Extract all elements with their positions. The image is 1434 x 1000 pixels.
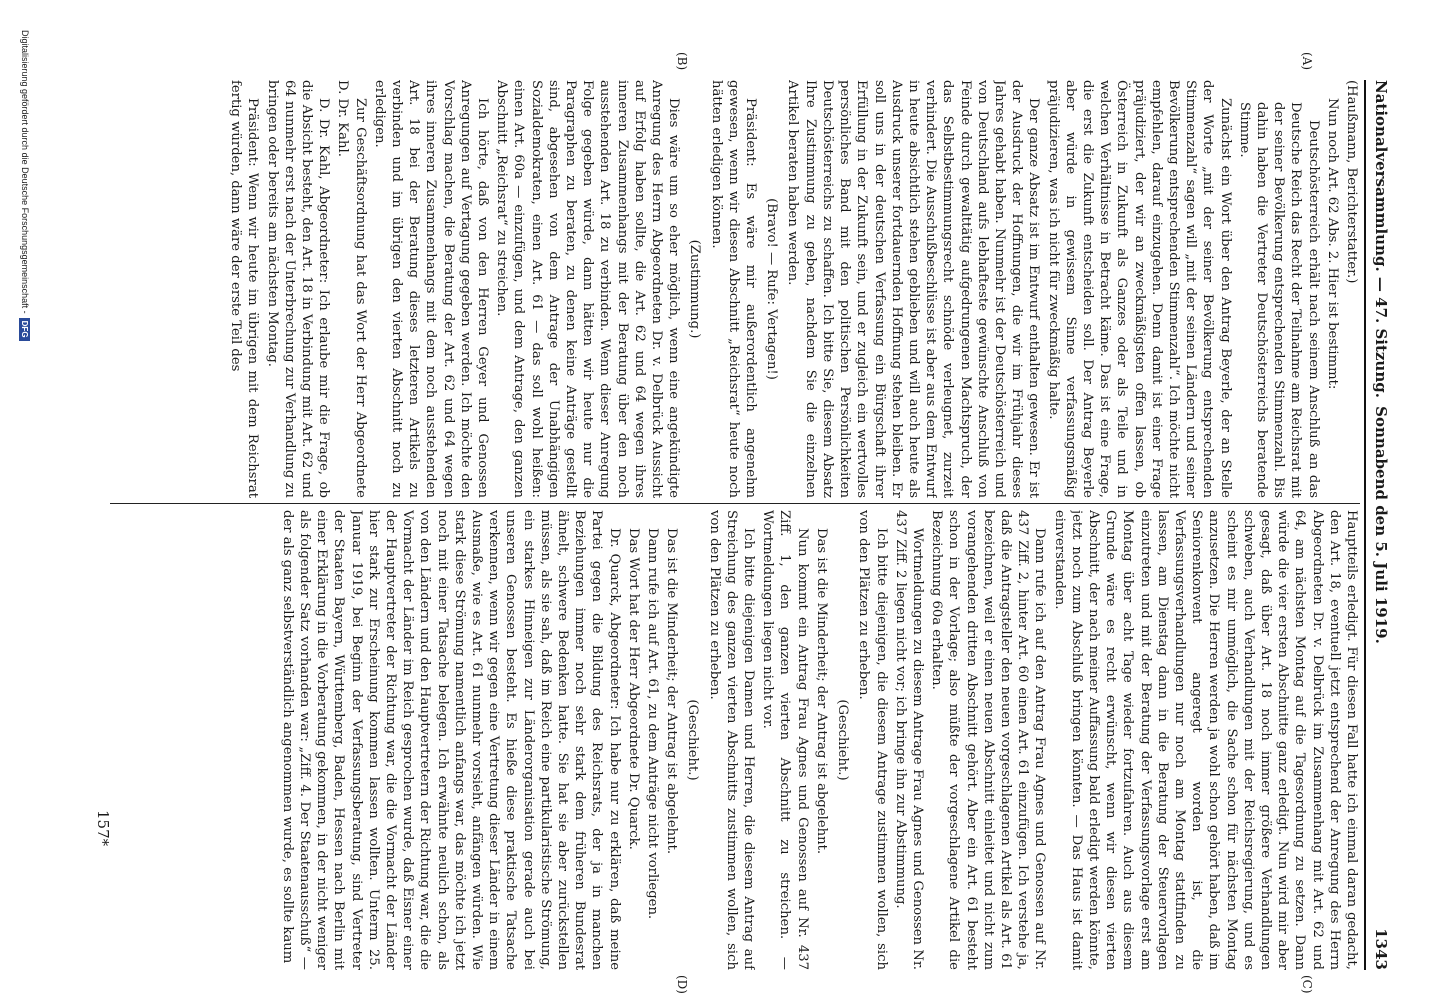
quoted-article: Deutschösterreich erhält nach seinem Anschluß an das Deutsche Reich das Recht der Teilnahme am Reichsrat mit der seiner Bevölkerung entsprechenden Stimmenzahl. Bis dahin haben die Vertreter Deutschösterreichs beratende Stimme. — [1236, 102, 1321, 498]
paragraph: Der ganze Absatz ist im Entwurf enthalten gewesen. Er ist der Ausdruck der Hoffnungen, die wir im Frühjahr dieses Jahres gehabt haben. Nunmehr ist der Deutschösterreich und von Deutschland aufs lebhafteste gewünschte Anschluß von Feinde durch gewalttätig aufgedrungenen Machtspruch, der das Selbstbestimmungsrecht schnöde verleugnet, zurzeit verhindert. Die Ausschußbeschlüsse ist aber aus dem Entwurf in heute absichtlich stehen geblieben und will auch heute als Ausdruck unserer fortdauernden Hoffnung stehen bleiben. Er soll uns in der deutschen Verfassung ein Bürgschaft ihrer Erfüllung in der Zukunft sein, und er zugleich ein wertvolles persönliches Band mit den politischen Persönlichkeiten Deutschösterreichs zu schaffen. Ich bitte Sie, diesem Absatz Ihre Zustimmung zu geben, nachdem Sie die einzelnen Artikel beraten haben werden. — [785, 80, 1042, 498]
page-number: 1343 — [1372, 928, 1390, 970]
paragraph: Dann rufe ich auf den Antrag Frau Agnes und Genossen auf Nr. 437 Ziff. 2, hinter Art. 60 einen Art. 61 einzufügen. Ich verstehe ja, daß die Antragsteller den neuen vorgeschlagenen Artikel als Art. 61 bezeichnen, weil er einen neuen Abschnitt einleitet und nicht zum vorangehenden dritten Abschnitt gehört. Aber ein Art. 61 besteht schon in der Vorlage; also müßte der vorgeschlagene Artikel die Bezeichnung 60a erhalten. — [929, 510, 1048, 970]
paragraph: Nun kommt ein Antrag Frau Agnes und Genossen auf Nr. 437 Ziff. 1, den ganzen vierten Abschnitt zu streichen. — Wortmeldungen liegen nicht vor. — [760, 510, 810, 970]
paragraph: Dr. Quarck, Abgeordneter: Ich habe nur zu erklären, daß meine Partei gegen die Bildung des Reichsrats, der ja in manchen Beziehungen immer noch sehr stark dem früheren Bundesrat ähnelt, schwere Bedenken hatte. Sie hat sie aber zurückstellen müssen, als sie sah, daß im Reich eine partikularistische Strömung, ein starkes Hinneigen zur Länderorganisation gerade auch bei unseren Genossen besteht. Es hieße diese praktische Tatsache verkennen, wenn wir gegen eine Vertretung dieser Länder in einem Ausmaße, wie es Art. 61 nunmehr vorsieht, anfängen würden. Wie stark diese Strömung namentlich anfangs war, das möchte ich jetzt noch mit einer Tatsache belegen. Ich erwähnte neulich schon, als von den Ländern und den Hauptvertretern der Richtung war, die die Vormacht der Länder im Reich gesprochen wurde, daß Eisner einer der Hauptvertreter der Richtung war, die die Vormacht der Länder hier stark zur Erscheinung kommen lassen wollten. Unterm 25. Januar 1919, bei Beginn der Verfassungsberatung, sind Vertreter der Staaten Bayern, Württemberg, Baden, Hessen nach Berlin mit einer Erklärung in die Vorberatung gekommen, in der nicht weniger als folgender Satz vorhanden war: „Ziff. 4. Der Staatenausschuß“ — der als ganz selbstverständlich angenommen wurde, es sollte kaum — [279, 510, 622, 970]
column-divider — [110, 503, 1360, 504]
interjection: (Geschieht.) — [685, 699, 701, 781]
footer-text: Digitalisierung gefördert durch die Deutsche Forschungsgemeinschaft - — [20, 30, 30, 314]
interjection: (Zustimmung.) — [687, 239, 703, 339]
paragraph: Dann rufe ich auf Art. 61, zu dem Anträge nicht vorliegen. — [645, 528, 661, 920]
paragraph: Ich hörte, daß von den Herren Geyer und Genossen Anregungen auf Vertagung gegeben werden. Ich möchte den Vorschlag machen, die Beratung der Art. 62 und 64 wegen ihres inneren Zusammenhangs mit dem noch ausstehenden Art. 18 bei der Beratung dieses letzteren Artikels zu verbinden und im übrigen den vierten Abschnitt noch zu erledigen. — [371, 80, 491, 498]
signature-mark: 157* — [94, 810, 112, 847]
paragraph: Das Wort hat der Herr Abgeordnete Dr. Quarck. — [625, 528, 641, 850]
paragraph: Zur Geschäftsordnung hat das Wort der Herr Abgeordnete D. Dr. Kahl. — [335, 80, 368, 498]
paragraph: Ich bitte diejenigen Damen und Herren, die diesem Antrag auf Streichung des ganzen vierten Abschnitts zustimmen wollen, sich von den Plätzen zu erheben. — [706, 510, 757, 970]
paragraph: Präsident: Wenn wir heute im übrigen mit dem Reichsrat fertig würden, dann wäre der erste Teil des — [228, 80, 261, 498]
paragraph: Das ist die Minderheit; der Antrag ist abgelehnt. — [813, 528, 829, 855]
header-rule — [1364, 80, 1366, 970]
interjection: (Bravo! — Rufe: Vertagen!) — [764, 198, 780, 380]
header-session: Nationalversammlung. — 47. Sitzung. — [1372, 80, 1390, 398]
paragraph: Hauptteils erledigt. Für diesen Fall hatte ich einmal daran gedacht, den Art. 18, eventuell jetzt entsprechend der Anregung des Herrn Abgeordneten Dr. v. Delbrück im Zusammenhang mit Art. 62 und 64, am nächsten Montag auf die Tagesordnung zu setzen. Dann würde die vier ersten Abschnitte ganz erledigt. Nun wird mir aber gesagt, daß über Art. 18 noch immer größere Verhandlungen schweben, auch Verhandlungen mit der Reichsregierung, und es scheint es mir unmöglich, die Sache schon für nächsten Montag anzusetzen. Die Herren werden ja wohl schon gehört haben, daß im Seniorenkonvent angeregt worden ist, die Verfassungsverhandlungen nur noch am Montag stattfinden zu lassen, am Dienstag dann in die Beratung der Steuervorlagen einzutreten und mit der Beratung der Verfassungsvorlage erst am Montag über acht Tage wieder fortzufahren. Auch aus diesem Grunde wäre es recht erwünscht, wenn wir diesen vierten Abschnitt, der nach meiner Auffassung bald erledigt werden könnte, jetzt noch zum Abschluß bringen könnten. — Das Haus ist damit einverstanden. — [1051, 510, 1359, 970]
page-header — [1362, 80, 1390, 970]
margin-mark-d: (D) — [675, 975, 689, 994]
paragraph: Dies wäre um so eher möglich, wenn eine angekündigte Anregung des Herrn Abgeordneten Dr. v. Delbrück Aussicht auf Erfolg haben sollte, die Art. 62 und 64 wegen ihres inneren Zusammenhangs mit der Beratung über den noch ausstehenden Art. 18 zu verbinden. Wenn dieser Anregung Folge gegeben würde, dann hätten wir heute nur die Paragraphen zu beraten, zu denen keine Anträge gestellt sind, abgesehen von dem Antrage der Unabhängigen Sozialdemokraten, einen Art. 61 — das soll wohl heißen: einen Art. 60a — einzufügen, und dem Antrage, den ganzen Abschnitt „Reichsrat“ zu streichen. — [494, 80, 682, 498]
paragraph: Nun noch Art. 62 Abs. 2. Hier ist bestimmt: — [1324, 98, 1340, 390]
paragraph: Zunächst ein Wort über den Antrag Beyerle, der an Stelle der Worte „mit der seiner Bevölkerung entsprechenden Stimmenzahl“ sagen will „mit der seinen Ländern und seiner Bevölkerung entsprechenden Stimmenzahl“. Ich möchte nicht empfehlen, darauf einzugehen. Denn damit ist einer Frage präjudiziert, der wir an zweckmäßigsten offen lassen, ob Österreich in Zukunft als Ganzes oder als Teile und in welchen Verhältnisse in Betracht käme. Das ist eine Frage, die erst die Zukunft entscheiden soll. Der Antrag Beyerle aber würde in gewissem Sinne verfassungsmäßig präjudizieren, was ich nicht für zweckmäßig halte. — [1045, 80, 1233, 498]
dfg-logo: DFG — [19, 318, 30, 341]
paragraph: Präsident: Es wäre mir außerordentlich angenehm gewesen, wenn wir diesen Abschnitt „Reichsrat“ heute noch hätten erledigen können. — [708, 80, 759, 498]
paragraph: Ich bitte diejenigen, die diesem Antrage zustimmen wollen, sich von den Plätzen zu erheben. — [856, 510, 889, 970]
speaker-tag: (Haußmann, Berichterstatter.) — [1344, 80, 1359, 284]
paragraph: Das ist die Minderheit; der Antrag ist abgelehnt. — [664, 528, 680, 855]
margin-mark-a: (A) — [1300, 52, 1314, 71]
digitization-footer — [19, 30, 30, 341]
margin-mark-b: (B) — [675, 52, 689, 71]
paragraph: D. Dr. Kahl, Abgeordneter: Ich erlaube mir die Frage, ob die Absicht besteht, den Art. 18 in Verbindung mit Art. 62 und 64 nunmehr erst nach der Unterbrechung zur Verhandlung zu bringen oder bereits am nächsten Montag. — [264, 80, 332, 498]
margin-mark-c: (C) — [1300, 975, 1314, 994]
left-column — [110, 80, 1360, 498]
interjection: (Geschieht.) — [835, 699, 851, 781]
right-column — [110, 510, 1360, 970]
header-date: Sonnabend den 5. Juli 1919. — [1372, 406, 1390, 644]
paragraph: Wortmeldungen zu diesem Antrage Frau Agnes und Genossen Nr. 437 Ziff. 2 liegen nicht vor; ich bringe ihn zur Abstimmung. — [892, 510, 925, 970]
